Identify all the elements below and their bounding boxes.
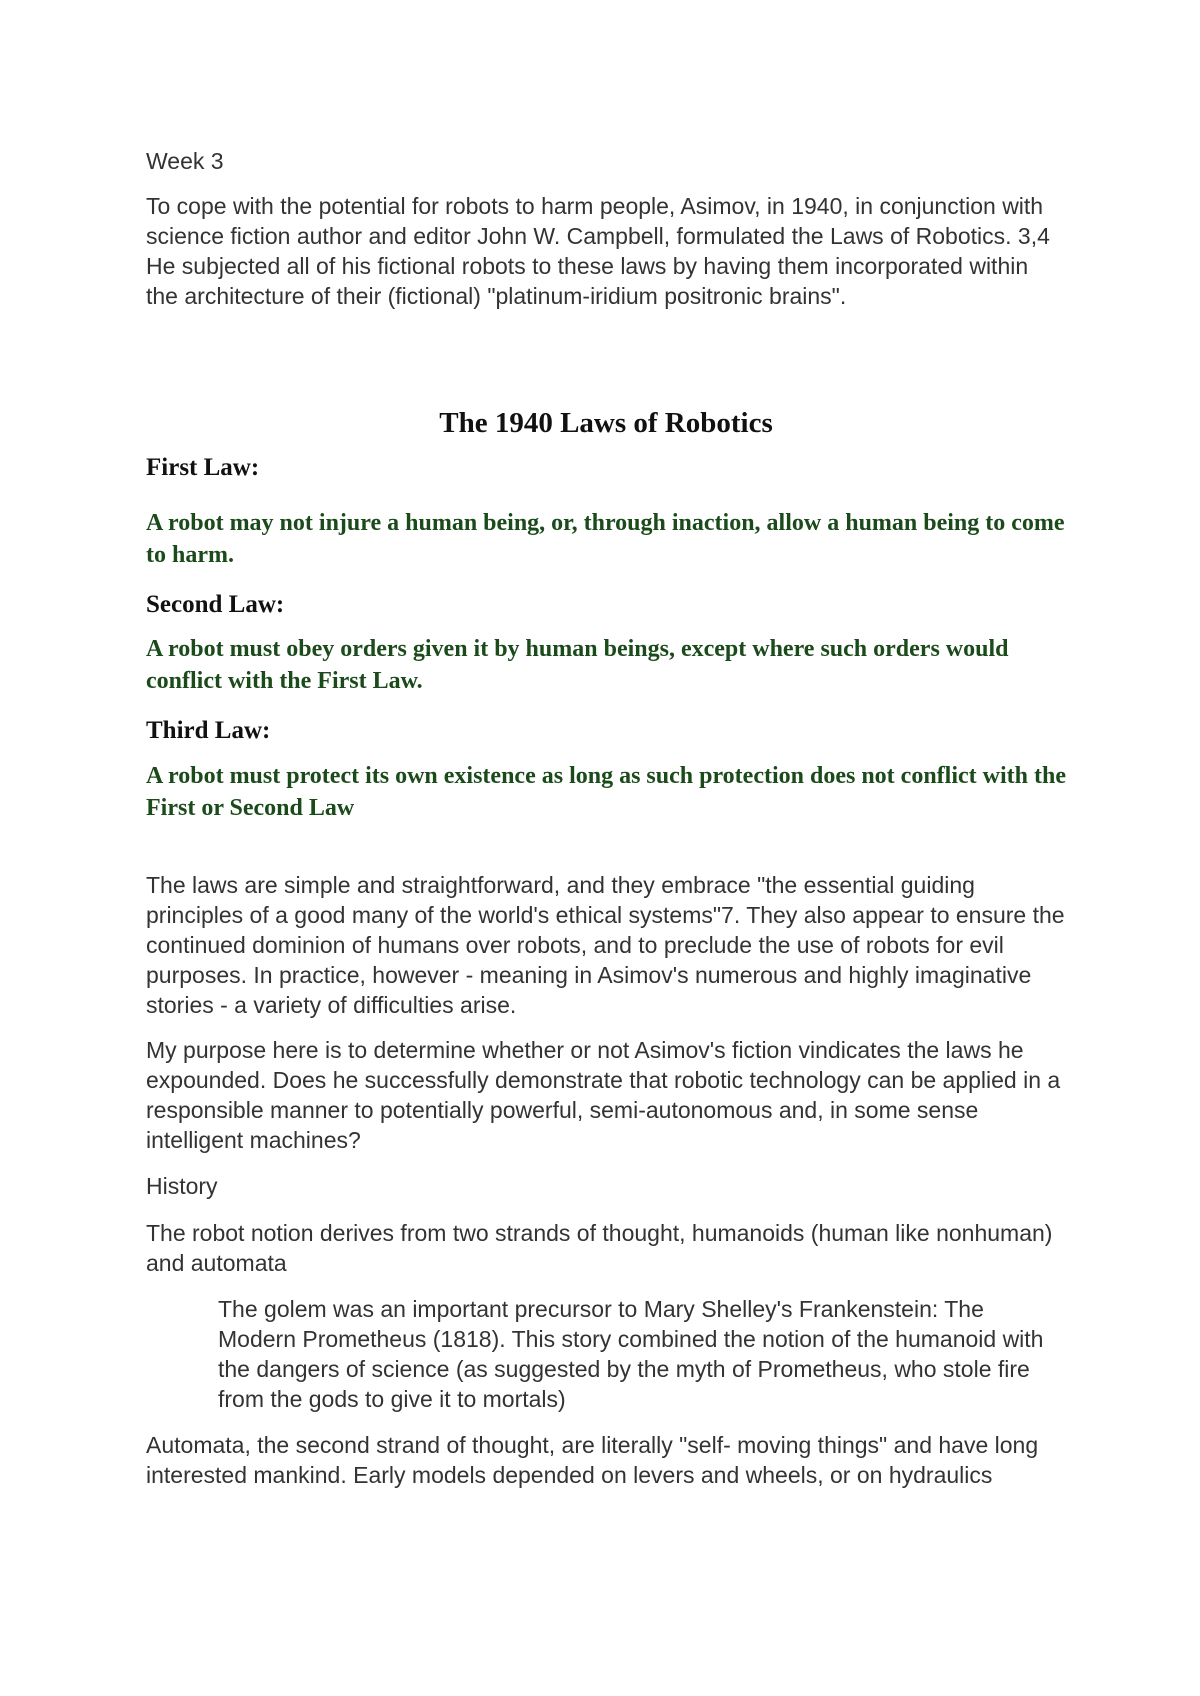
automata-paragraph: Automata, the second strand of thought, are literally "self- moving things" and have long interested mankind. Early models depended on levers and wheels, or on hydraulics [146,1432,1039,1488]
third-law-text: A robot must protect its own existence as long as such protection does not conflict with the First or Second Law [146,763,1066,821]
laws-title: The 1940 Laws of Robotics [439,407,773,439]
first-law-heading: First Law: [146,454,260,481]
intro-paragraph: To cope with the potential for robots to harm people, Asimov, in 1940, in conjunction with science fiction author and editor John W. Campbell, formulated the Laws of Robotics. 3,4 He subjected all of his fictional robots to these laws by having them incorporated within the architecture of their (fictional) "platinum-iridium positronic brains". [146,193,1050,309]
third-law-heading: Third Law: [146,717,271,744]
robot-notion-paragraph: The robot notion derives from two strands of thought, humanoids (human like nonhuman) and automata [146,1220,1053,1276]
laws-simple-paragraph: The laws are simple and straightforward, and they embrace "the essential guiding principles of a good many of the world's ethical systems"7. They also appear to ensure the continued dominion of humans over robots, and to preclude the use of robots for evil purposes. In practice, however - meaning in Asimov's numerous and highly imaginative stories - a variety of difficulties arise. [146,872,1065,1018]
first-law-text: A robot may not injure a human being, or, through inaction, allow a human being to come to harm. [146,510,1065,568]
second-law-text: A robot must obey orders given it by human beings, except where such orders would conflict with the First Law. [146,636,1009,694]
golem-quote: The golem was an important precursor to Mary Shelley's Frankenstein: The Modern Prometheus (1818). This story combined the notion of the humanoid with the dangers of science (as suggested by the myth of Prometheus, who stole fire from the gods to give it to mortals) [218,1296,1044,1412]
purpose-paragraph: My purpose here is to determine whether or not Asimov's fiction vindicates the laws he expounded. Does he successfully demonstrate that robotic technology can be applied in a responsible manner to potentially powerful, semi-autonomous and, in some sense intelligent machines? [146,1037,1061,1153]
week-label: Week 3 [146,148,224,174]
history-heading: History [146,1173,218,1199]
second-law-heading: Second Law: [146,591,285,618]
